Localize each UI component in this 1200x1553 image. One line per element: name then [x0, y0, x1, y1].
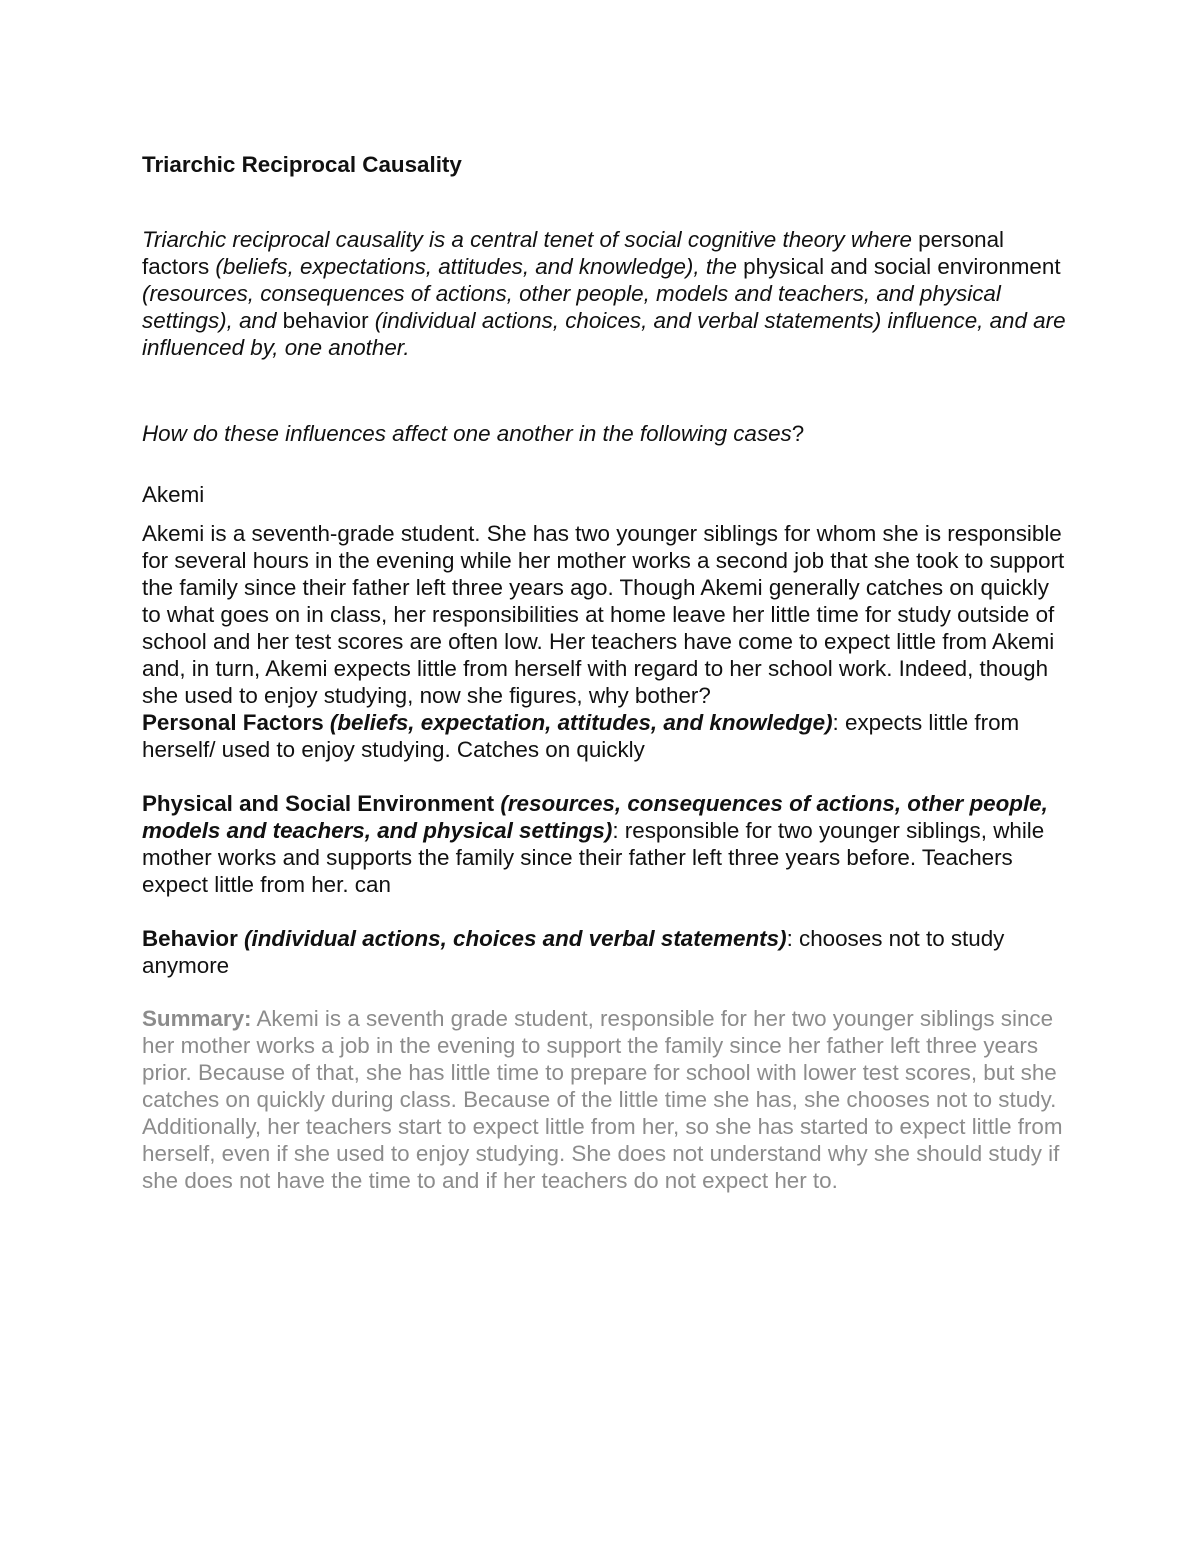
- intro-paragraph: [142, 226, 1072, 361]
- summary-text: Akemi is a seventh grade student, responsible for her two younger siblings since her mother works a job in the evening to support the family since her father left three years prior. Because of that, she has little time to prepare for school with lower test scores, but she catches on quickly during class. Because of the little time she has, she chooses not to study. Additionally, her teachers start to expect little from her, so she has started to expect little from herself, even if she used to enjoy studying. She does not understand why she should study if she does not have the time to and if her teachers do not expect her to.: [142, 1006, 1063, 1193]
- summary-paragraph: [142, 1005, 1072, 1194]
- intro-segment: (resources, consequences of actions, other people, models and teachers, and physical settings), and: [142, 281, 1001, 333]
- intro-segment: Triarchic reciprocal causality is a central tenet of social cognitive theory where: [142, 227, 919, 252]
- factor-label: Physical and Social Environment: [142, 791, 501, 816]
- case-description: Akemi is a seventh-grade student. She has two younger siblings for whom she is responsible for several hours in the evening while her mother works a second job that she took to support the family since their father left three years ago. Though Akemi generally catches on quickly to what goes on in class, her responsibilities at home leave her little time for study outside of school and her test scores are often low. Her teachers have come to expect little from Akemi and, in turn, Akemi expects little from herself with regard to her school work. Indeed, though she used to enjoy studying, now she figures, why bother?: [142, 521, 1065, 708]
- factor-answer: : responsible for two younger siblings, while mother works and supports the family since their father left three years before. Teachers expect little from her. can: [142, 818, 1045, 897]
- document-body: [142, 150, 1072, 1194]
- intro-segment: personal factors: [142, 227, 1005, 279]
- factor-label: Behavior: [142, 926, 245, 951]
- intro-segment: (beliefs, expectations, attitudes, and knowledge), the: [215, 254, 744, 279]
- factor-answer: : expects little from herself/ used to enjoy studying. Catches on quickly: [142, 710, 1020, 762]
- case-heading: Akemi: [142, 482, 205, 507]
- factor-sublabel: (resources, consequences of actions, other people, models and teachers, and physical settings): [142, 791, 1048, 843]
- question-prompt: [142, 420, 1072, 447]
- intro-segment: physical and social environment: [743, 254, 1061, 279]
- factor-sublabel: (individual actions, choices and verbal statements): [244, 926, 787, 951]
- personal-factors-answer: [142, 709, 1072, 763]
- summary-label: Summary:: [142, 1006, 252, 1031]
- document-title: Triarchic Reciprocal Causality: [142, 152, 462, 177]
- intro-segment: behavior: [282, 308, 375, 333]
- factor-answer: : chooses not to study anymore: [142, 926, 1005, 978]
- factor-label: Personal Factors: [142, 710, 330, 735]
- factor-sublabel: (beliefs, expectation, attitudes, and knowledge): [329, 710, 833, 735]
- intro-segment: (individual actions, choices, and verbal statements) influence, and are influenced by, one another.: [142, 308, 1066, 360]
- question-text: How do these influences affect one another in the following cases: [142, 421, 792, 446]
- environment-answer: [142, 790, 1072, 898]
- behavior-answer: [142, 925, 1072, 979]
- question-mark: ?: [791, 421, 805, 446]
